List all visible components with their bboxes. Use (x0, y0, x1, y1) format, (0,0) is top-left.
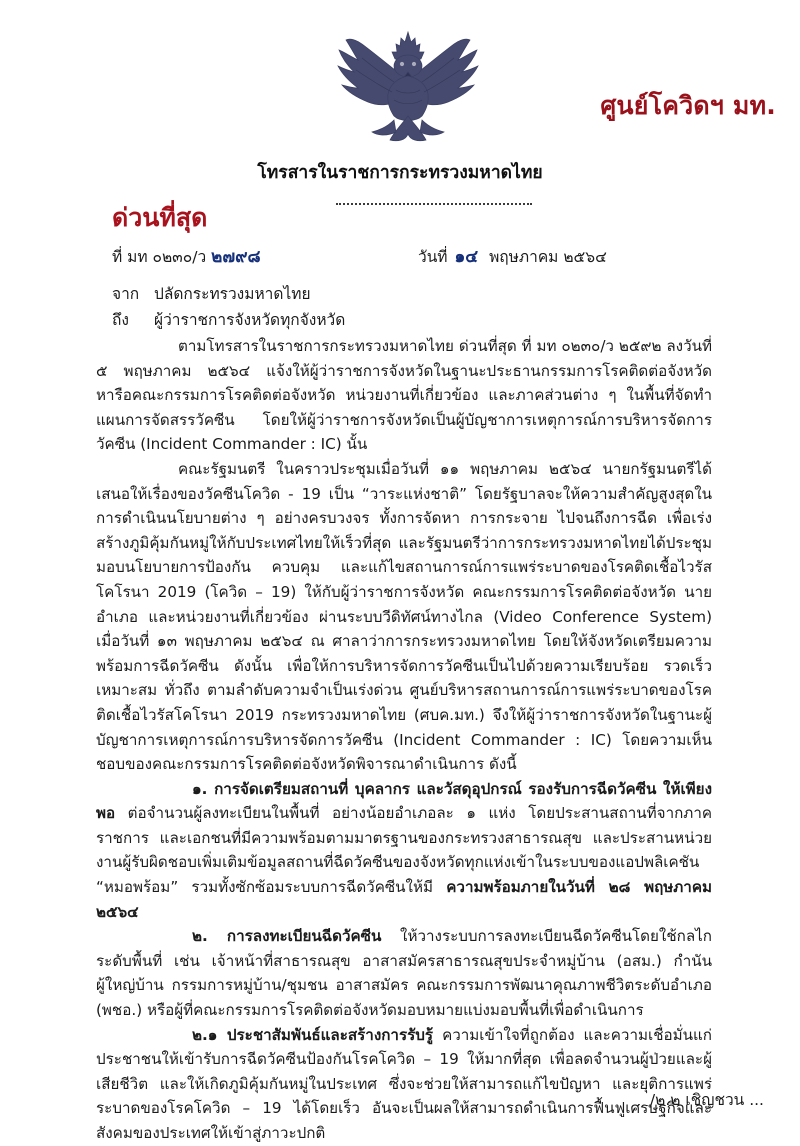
document-body (96, 334, 712, 1146)
item-2-1-text: ความเข้าใจที่ถูกต้อง และความเชื่อมั่นแก่ประชาชนให้เข้ารับการฉีดวัคซีนป้องกันโรคโควิด – 19 ให้มากที่สุด เพื่อลดจำนวนผู้ป่วยและผู้เสียชีวิต และให้เกิดภูมิคุ้มกันหมู่ในประเทศ ซึ่งจะช่วยให้สามารถแก้ไขปัญหา และยุติการแพร่ระบาดของโรคโควิด – 19 ได้โดยเร็ว อันจะเป็นผลให้สามารถดำเนินการฟื้นฟูเศรษฐกิจและสังคมของประเทศให้เข้าสู่ภาวะปกติ (96, 1025, 712, 1142)
item-2-1 (96, 1023, 712, 1146)
from-label: จาก (112, 285, 140, 303)
paragraph-1: ตามโทรสารในราชการกระทรวงมหาดไทย ด่วนที่สุด ที่ มท ๐๒๓๐/ว ๒๕๙๒ ลงวันที่ ๕ พฤษภาคม ๒๕๖๔ แจ้งให้ผู้ว่าราชการจังหวัดในฐานะประธานกรรมการโรคติดต่อจังหวัดหารือคณะกรรมการโรคติดต่อจังหวัด หน่วยงานที่เกี่ยวข้อง และภาคส่วนต่าง ๆ ในพื้นที่จัดทำแผนการจัดสรรวัคซีน โดยให้ผู้ว่าราชการจังหวัดเป็นผู้บัญชาการเหตุการณ์การบริหารจัดการวัคซีน (Incident Commander : IC) นั้น (96, 337, 712, 454)
item-2 (96, 924, 712, 1022)
paragraph-2: คณะรัฐมนตรี ในคราวประชุมเมื่อวันที่ ๑๑ พฤษภาคม ๒๕๖๔ นายกรัฐมนตรีได้เสนอให้เรื่องของวัคซีนโควิด - 19 เป็น “วาระแห่งชาติ” โดยรัฐบาลจะให้ความสำคัญสูงสุดในการดำเนินนโยบายต่าง ๆ อย่างครบวงจร ทั้งการจัดหา การกระจาย ไปจนถึงการฉีด เพื่อเร่งสร้างภูมิคุ้มกันหมู่ให้กับประเทศไทยให้เร็วที่สุด และรัฐมนตรีว่าการกระทรวงมหาดไทยได้ประชุมมอบนโยบายการป้องกัน ควบคุม และแก้ไขสถานการณ์การแพร่ระบาดของโรคติดเชื้อไวรัสโคโรนา 2019 (โควิด – 19) ให้กับผู้ว่าราชการจังหวัด คณะกรรมการโรคติดต่อจังหวัด นายอำเภอ และหน่วยงานที่เกี่ยวข้อง ผ่านระบบวีดิทัศน์ทางไกล (Video Conference System) เมื่อวันที่ ๑๓ พฤษภาคม ๒๕๖๔ ณ ศาลาว่าการกระทรวงมหาดไทย โดยให้จังหวัดเตรียมความพร้อมการฉีดวัคซีน ดังนั้น เพื่อให้การบริหารจัดการวัคซีนเป็นไปด้วยความเรียบร้อย รวดเร็ว เหมาะสม ทั่วถึง ตามลำดับความจำเป็นเร่งด่วน ศูนย์บริหารสถานการณ์การแพร่ระบาดของโรคติดเชื้อไวรัสโคโรนา 2019 กระทรวงมหาดไทย (ศบค.มท.) จึงให้ผู้ว่าราชการจังหวัดในฐานะผู้บัญชาการเหตุการณ์การบริหารจัดการวัคซีน (Incident Commander : IC) โดยความเห็นชอบของคณะกรรมการโรคติดต่อจังหวัดพิจารณาดำเนินการ ดังนี้ (96, 459, 712, 774)
date-label: วันที่ (418, 248, 448, 266)
date-day-value: ๑๔ (454, 247, 479, 267)
fax-title: โทรสารในราชการกระทรวงมหาดไทย (257, 163, 543, 183)
document-number-prefix: ที่ มท ๐๒๓๐/ว (112, 248, 207, 266)
date-month-year: พฤษภาคม ๒๕๖๔ (489, 248, 607, 266)
document-number-value: ๒๗๙๘ (211, 247, 261, 267)
item-1-deadline: ความพร้อมภายในวันที่ ๒๘ พฤษภาคม ๒๕๖๔ (96, 878, 713, 921)
sender-recipient-block (112, 281, 345, 333)
to-label: ถึง (112, 311, 129, 329)
from-value: ปลัดกระทรวงมหาดไทย (154, 285, 311, 303)
continuation-marker: /๒.๒ เชิญชวน ... (649, 1091, 764, 1109)
item-1-heading: ๑. การจัดเตรียมสถานที่ บุคลากร และวัสดุอุปกรณ์ รองรับการฉีดวัคซีน ให้เพียงพอ (96, 779, 712, 823)
document-date (418, 243, 607, 270)
item-1-text: ต่อจำนวนผู้ลงทะเบียนในพื้นที่ อย่างน้อยอำเภอละ ๑ แห่ง โดยประสานสถานที่จากภาคราชการ และเอกชนที่มีความพร้อมตามมาตรฐานของกระทรวงสาธารณสุข และประสานหน่วยงานผู้รับผิดชอบเพิ่มเติมข้อมูลสถานที่ฉีดวัคซีนของจังหวัดทุกแห่งเข้าในระบบของแอปพลิเคชัน “หมอพร้อม” รวมทั้งซักซ้อมระบบการฉีดวัคซีนให้มี (96, 804, 713, 897)
item-2-text: ให้วางระบบการลงทะเบียนฉีดวัคซีนโดยใช้กลไกระดับพื้นที่ เช่น เจ้าหน้าที่สาธารณสุข อาสาสมัครสาธารณสุขประจำหมู่บ้าน (อสม.) กำนัน ผู้ใหญ่บ้าน กรรมการหมู่บ้าน/ชุมชน อาสาสมัคร คณะกรรมการพัฒนาคุณภาพชีวิตระดับอำเภอ (พชอ.) หรือผู้ที่คณะกรรมการโรคติดต่อจังหวัดมอบหมายแบ่งมอบพื้นที่เพื่อดำเนินการ (96, 927, 712, 1020)
item-2-1-heading: ๒.๑ ประชาสัมพันธ์และสร้างการรับรู้ (192, 1025, 434, 1044)
covid-center-label: ศูนย์โควิดฯ มท. (600, 91, 776, 120)
urgency-stamp: ด่วนที่สุด (112, 203, 208, 232)
document-number (112, 243, 261, 270)
document-header (0, 0, 800, 150)
to-row (112, 307, 345, 333)
to-value: ผู้ว่าราชการจังหวัดทุกจังหวัด (154, 311, 346, 329)
garuda-emblem-icon (332, 28, 484, 146)
from-row (112, 281, 345, 307)
item-2-heading: ๒. การลงทะเบียนฉีดวัคซีน (192, 927, 382, 946)
stamp-dotted-line (336, 203, 532, 205)
item-1 (96, 777, 712, 925)
